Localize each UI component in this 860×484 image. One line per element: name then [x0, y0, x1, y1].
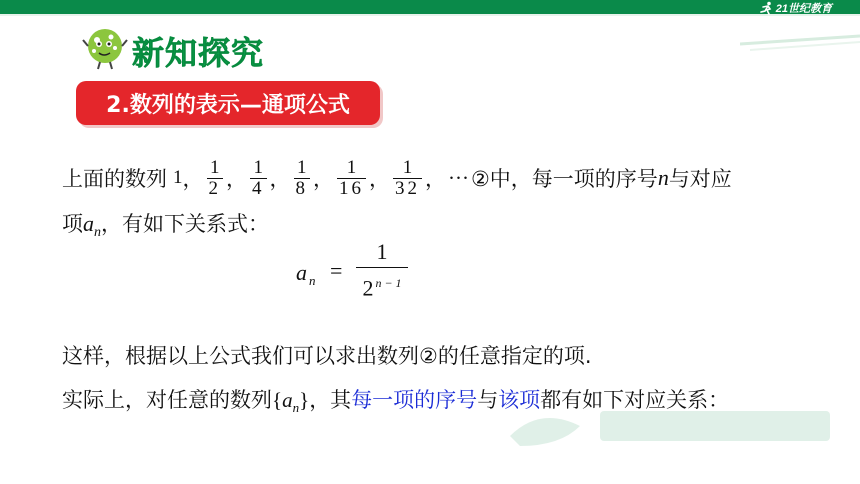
- formula-exponent: n − 1: [375, 276, 402, 290]
- set-brace-open: {: [272, 388, 283, 412]
- term-subscript: n: [94, 225, 101, 241]
- fraction-numerator: 1: [346, 156, 357, 178]
- paragraph-2: 这样，根据以上公式我们可以求出数列②的任意指定的项.: [62, 344, 592, 368]
- formula-base: 2: [362, 275, 374, 301]
- brand-logo: [760, 0, 832, 17]
- sequence-term-fraction: [337, 158, 366, 199]
- formula-numerator: 1: [376, 239, 388, 264]
- separator: ，: [425, 167, 446, 191]
- highlight-term: 该项: [498, 388, 541, 412]
- sequence-term-fraction: [250, 158, 267, 199]
- sequence-term-fraction: [393, 158, 422, 199]
- fraction-numerator: 1: [210, 156, 220, 178]
- highlight-term-index: 每一项的序号: [351, 388, 478, 412]
- formula-denominator: [362, 271, 401, 300]
- formula-lhs-var: a: [296, 260, 307, 285]
- fraction-denominator: 8: [295, 177, 308, 199]
- paragraph-1-lead: 上面的数列: [62, 167, 167, 191]
- section-title: 新知探究: [132, 34, 265, 72]
- sequence-term-fraction: [207, 158, 224, 199]
- topic-badge: 2.数列的表示—通项公式: [76, 81, 380, 125]
- paragraph-1-line-1: [62, 150, 732, 206]
- paragraph-1-line-2: [62, 208, 269, 241]
- header-divider: [0, 14, 860, 16]
- watermark-logo: [500, 396, 840, 456]
- runner-icon: [760, 1, 774, 15]
- paragraph-1-line-2-lead: 项: [62, 212, 83, 236]
- formula-fraction-bar: [356, 267, 408, 268]
- separator: ，: [226, 167, 247, 191]
- fraction-numerator: 1: [297, 156, 307, 178]
- index-variable: n: [657, 165, 669, 190]
- brand-text: 21世纪教育: [775, 3, 832, 15]
- formula-fraction: [356, 240, 408, 300]
- set-brace-close: }: [299, 388, 310, 412]
- fraction-denominator: 32: [395, 177, 420, 199]
- fraction-numerator: 1: [402, 156, 413, 178]
- mascot-icon: [82, 26, 128, 70]
- paragraph-3-tail: 都有如下对应关系：: [540, 388, 730, 412]
- ellipsis: ···: [448, 165, 469, 190]
- separator: ，: [313, 167, 334, 191]
- paragraph-3-qi: ，其: [309, 388, 352, 412]
- sequence-term-fraction: [294, 158, 311, 199]
- formula-lhs: [296, 260, 316, 289]
- separator: ，: [269, 167, 291, 191]
- paragraph-3-yu: 与: [477, 388, 499, 412]
- fraction-denominator: 4: [252, 177, 265, 199]
- separator: ，: [369, 167, 390, 191]
- paragraph-1-text-end: 与对应: [668, 167, 732, 191]
- formula-lhs-sub: n: [309, 273, 316, 289]
- formula-equals: =: [330, 258, 343, 283]
- set-term-variable: a: [282, 388, 293, 412]
- paragraph-1-line-2-tail: ，有如下关系式：: [101, 212, 269, 236]
- paragraph-1-text: ②中，每一项的序号: [470, 167, 658, 191]
- header-bar: [0, 0, 860, 14]
- header-decoration: [740, 26, 860, 56]
- fraction-numerator: 1: [253, 156, 263, 178]
- sequence-first-term: 1: [173, 167, 183, 188]
- set-term-subscript: n: [292, 400, 300, 416]
- fraction-denominator: 2: [208, 177, 221, 199]
- term-variable: a: [83, 211, 94, 236]
- paragraph-3-lead: 实际上，对任意的数列: [62, 388, 272, 412]
- separator: ，: [182, 167, 204, 191]
- fraction-denominator: 16: [339, 177, 364, 199]
